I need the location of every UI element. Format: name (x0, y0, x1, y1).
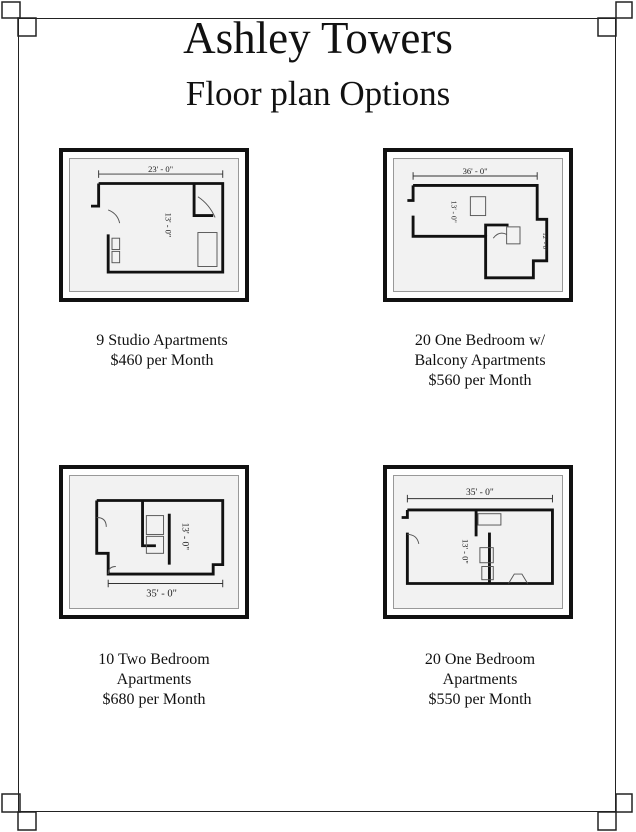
floor-plan-image-one-bedroom (383, 465, 573, 619)
plan-side-label-2: 12' - 0" (540, 232, 548, 252)
caption-line: Apartments (116, 671, 192, 688)
caption-line: Balcony Apartments (414, 352, 546, 369)
page-title: Ashley Towers (183, 13, 453, 63)
floor-plan-image-one-bedroom-balcony (383, 148, 573, 302)
caption-studio (42, 331, 282, 371)
caption-line: 20 One Bedroom w/ (414, 332, 546, 349)
plan-dimension-label: 36' - 0" (462, 166, 488, 177)
page-subtitle: Floor plan Options (185, 74, 451, 113)
caption-one-bedroom-balcony (360, 331, 600, 391)
caption-two-bedroom (34, 650, 274, 710)
caption-line: Apartments (442, 671, 518, 688)
caption-line: $680 per Month (102, 691, 206, 708)
plan-dimension-label: 35' - 0" (146, 588, 177, 600)
plan-side-label: 13' - 0" (163, 212, 174, 238)
corner-ornament-bottom-left (0, 792, 40, 832)
caption-line: $460 per Month (110, 352, 214, 369)
plan-dimension-label: 35' - 0" (465, 487, 494, 498)
caption-line: 10 Two Bedroom (98, 651, 210, 668)
plan-side-label: 13' - 0" (460, 539, 471, 564)
plan-side-label: 13' - 0" (449, 200, 459, 223)
caption-line: $560 per Month (428, 372, 532, 389)
floor-plan-image-two-bedroom (59, 465, 249, 619)
corner-ornament-bottom-right (596, 792, 636, 832)
plan-dimension-label: 23' - 0" (148, 164, 174, 175)
caption-one-bedroom (360, 650, 600, 710)
caption-line: 9 Studio Apartments (96, 332, 228, 349)
caption-line: 20 One Bedroom (424, 651, 536, 668)
plan-side-label: 13' - 0" (179, 522, 190, 551)
floor-plan-image-studio (59, 148, 249, 302)
caption-line: $550 per Month (428, 691, 532, 708)
